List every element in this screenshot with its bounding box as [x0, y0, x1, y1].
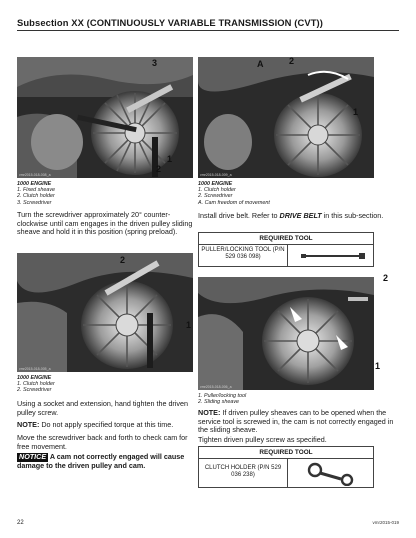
figure-2-callout-1: 1: [353, 107, 359, 117]
left-note: [17, 421, 197, 430]
note-text: If driven pulley sheaves can to be opened when the service tool is screwed in, the cam is not correctly engaged in the sliding sheave.: [198, 408, 394, 434]
figure-2-caption-item: 2. Screwdriver: [198, 193, 233, 200]
figure-4-caption-item: 2. Sliding sheave: [198, 399, 240, 406]
note-text: apply specified torque at this time.: [62, 420, 174, 429]
page-title: Subsection XX (CONTINUOUSLY VARIABLE TRANSMISSION (CVT)): [17, 17, 323, 28]
figure-3-photo: [17, 253, 193, 372]
figure-4-id: vmr2015-018-006_a: [200, 385, 232, 389]
figure-3-callout-1: 1: [186, 320, 192, 330]
figure-4-caption-item: 1. Puller/locking tool: [198, 393, 247, 399]
figure-1-callout-1: 1: [167, 154, 173, 164]
table-divider: [287, 459, 288, 487]
figure-4-illustration: [198, 277, 374, 390]
document-code: vmr2015-019: [372, 520, 399, 525]
left-paragraph-1: Turn the screwdriver approximately 20° counter-clockwise until cam engages in the driven pulley sliding sheave and hold it in this position (spring preload).: [17, 210, 193, 236]
clutch-holder-icon: [307, 462, 355, 486]
notice-badge: NOTICE: [19, 452, 47, 461]
figure-2-caption-title: 1000 ENGINE: [198, 181, 233, 187]
figure-3-caption: [17, 375, 55, 394]
right-paragraph-1-post: in this sub-section.: [321, 211, 384, 220]
figure-1-caption-item: 3. Screwdriver: [17, 199, 52, 206]
notice-block: [17, 453, 197, 470]
figure-4-callout-1: 1: [375, 361, 381, 371]
left-paragraph-3: Move the screwdriver back and forth to check cam for free movement.: [17, 433, 188, 451]
figure-2-illustration: [198, 57, 374, 178]
figure-3-id: vmr2015-018-005_a: [19, 367, 51, 371]
right-paragraph-1-pre: Install drive belt. Refer to: [198, 211, 280, 220]
puller-tool-icon: [299, 249, 369, 263]
figure-1-callout-2: 2: [156, 164, 162, 174]
note-do-not: Do not: [41, 420, 63, 429]
figure-2-callout-a: A: [257, 59, 264, 69]
figure-2-id: vmr2015-018-009_a: [200, 173, 232, 177]
required-tool-table-2: [198, 446, 374, 488]
tool-name: CLUTCH HOLDER (P/N 529 036 238): [204, 465, 282, 479]
note-label: NOTE:: [198, 408, 221, 417]
required-tool-table-1: [198, 232, 374, 267]
tool-name: PULLER/LOCKING TOOL (P/N 529 036 098): [201, 247, 285, 261]
figure-3-callout-2: 2: [120, 255, 126, 265]
figure-2-caption: [198, 181, 270, 206]
figure-2-photo: [198, 57, 374, 178]
figure-4-callout-2: 2: [383, 273, 389, 283]
right-note: [198, 409, 398, 435]
page-number: 22: [17, 520, 24, 526]
notice-text: A cam not correctly engaged will cause damage to the driven pulley and cam.: [17, 452, 185, 470]
figure-1-callout-3: 3: [152, 58, 158, 68]
figure-1-id: vmr2015-018-008_a: [19, 173, 51, 177]
drive-belt-link[interactable]: DRIVE BELT: [279, 211, 322, 220]
figure-3-caption-item: 2. Screwdriver: [17, 387, 52, 394]
figure-2-caption-item: A. Cam freedom of movement: [198, 199, 270, 206]
figure-4-photo: [198, 277, 374, 390]
note-label: NOTE:: [17, 420, 40, 429]
right-paragraph-2: Tighten driven pulley screw as specified.: [198, 435, 327, 444]
figure-4-caption: [198, 393, 246, 405]
figure-1-caption-title: 1000 ENGINE: [17, 181, 52, 187]
figure-1-caption-item: 1. Fixed sheave: [17, 187, 56, 194]
right-paragraph-1: [198, 212, 398, 221]
left-paragraph-2: Using a socket and extension, hand tighten the driven pulley screw.: [17, 399, 189, 417]
required-tool-header: REQUIRED TOOL: [199, 447, 373, 459]
figure-1-caption: [17, 181, 55, 206]
figure-1-caption-item: 2. Clutch holder: [17, 193, 55, 200]
table-divider: [287, 245, 288, 266]
figure-3-caption-title: 1000 ENGINE: [17, 375, 52, 381]
figure-2-callout-2: 2: [289, 56, 295, 66]
required-tool-header: REQUIRED TOOL: [199, 233, 373, 245]
figure-3-illustration: [17, 253, 193, 372]
figure-3-caption-item: 1. Clutch holder: [17, 381, 55, 388]
header-rule: [17, 30, 399, 31]
figure-2-caption-item: 1. Clutch holder: [198, 187, 236, 194]
